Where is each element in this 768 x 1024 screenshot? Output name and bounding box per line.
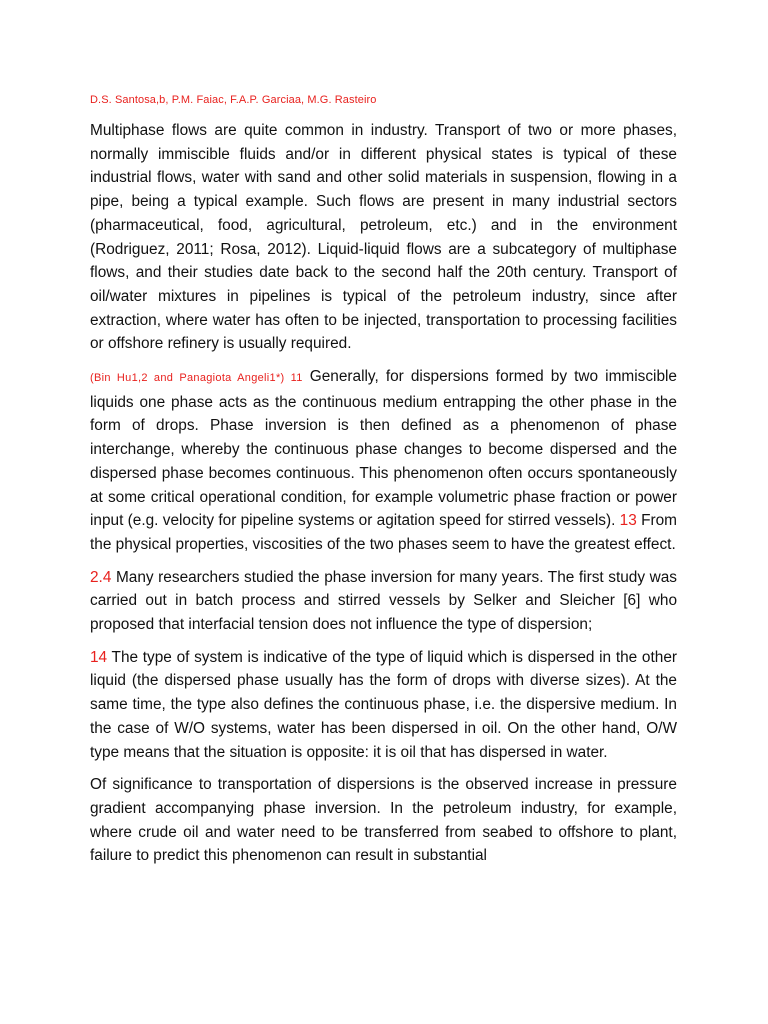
paragraph-text: Many researchers studied the phase inversion for many years. The first study was carried out in batch process and stirred vessels by Selker and Sleicher [6] who proposed that interfacial tension does not influence the type of dispersion;: [90, 568, 677, 634]
section-marker: 2.4: [90, 568, 112, 586]
paragraph-multiphase-flows: [90, 119, 677, 356]
reference-marker: 13: [619, 512, 637, 530]
paragraph-text: Of significance to transportation of dispersions is the observed increase in pressure gradient accompanying phase inversion. In the petroleum industry, for example, where crude oil and water need to be transferred from seabed to offshore to plant, failure to predict this phenomenon can result in substantial: [90, 776, 677, 865]
document-body: [90, 92, 677, 877]
author-line: D.S. Santosa,b, P.M. Faiac, F.A.P. Garciaa, M.G. Rasteiro: [90, 94, 377, 106]
paragraph-pressure-gradient: [90, 773, 677, 868]
citation-reference: (Bin Hu1,2 and Panagiota Angeli1*) 11: [90, 372, 303, 385]
paragraph-phase-inversion-definition: [90, 365, 677, 557]
reference-marker: 14: [90, 648, 108, 666]
paragraph-text-continued: From the physical properties, viscosities of the two phases seem to have the greatest effect.: [90, 512, 677, 553]
paragraph-researchers: [90, 566, 677, 637]
paragraph-text: The type of system is indicative of the type of liquid which is dispersed in the other liquid (the dispersed phase usually has the form of drops with diverse sizes). At the same time, the type also defines the continuous phase, i.e. the dispersive medium. In the case of W/O systems, water has been dispersed in oil. On the other hand, O/W type means that the situation is opposite: it is oil that has dispersed in water.: [90, 648, 677, 761]
paragraph-text: Multiphase flows are quite common in industry. Transport of two or more phases, normally immiscible fluids and/or in different physical states is typical of these industrial flows, water with sand and other solid materials in suspension, flowing in a pipe, being a typical example. Such flows are present in many industrial sectors (pharmaceutical, food, agricultural, petroleum, etc.) and in the environment (Rodriguez, 2011; Rosa, 2012). Liquid-liquid flows are a subcategory of multiphase flows, and their studies date back to the second half the 20th century. Transport of oil/water mixtures in pipelines is typical of the petroleum industry, since after extraction, where water has often to be injected, transportation to processing facilities or offshore refinery is usually required.: [90, 122, 677, 353]
paragraph-system-type: [90, 646, 677, 765]
paragraph-text: Generally, for dispersions formed by two immiscible liquids one phase acts as the continuous medium entrapping the other phase in the form of drops. Phase inversion is then defined as a phenomenon of phase interchange, whereby the continuous phase changes to become dispersed and the dispersed phase becomes continuous. This phenomenon often occurs spontaneously at some critical operational condition, for example volumetric phase fraction or power input (e.g. velocity for pipeline systems or agitation speed for stirred vessels).: [90, 368, 677, 530]
